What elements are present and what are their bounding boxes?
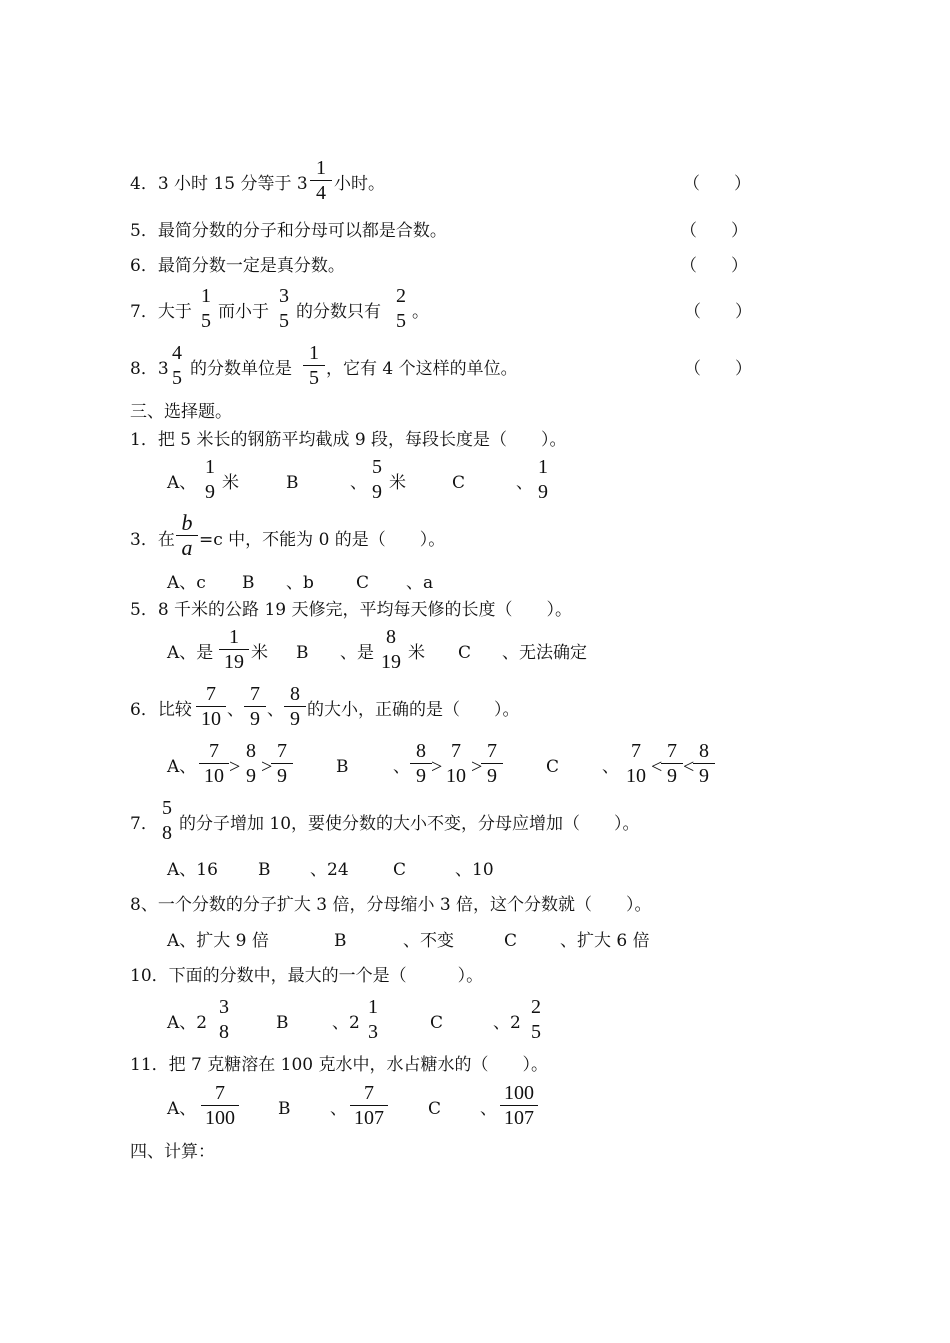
s3-q6-b-fraction-2: 7 10 (446, 740, 466, 787)
s3-q5-option-c-value: 、无法确定 (502, 643, 587, 663)
s3-q7-option-c-value: 、10 (455, 860, 494, 880)
s3-q10-fraction-c: 2 5 (531, 996, 541, 1043)
s3-q1-fraction-a: 1 9 (205, 456, 215, 503)
s3-q6-b-gt-1: > (431, 756, 443, 778)
s3-q6-a-gt-2: > (261, 756, 273, 778)
q8-suffix: ，它有 4 个这样的单位。 (326, 359, 518, 379)
s3-q10-option-b[interactable]: B (276, 1013, 289, 1033)
s3-q6-a-fraction-3: 7 9 (271, 740, 293, 787)
s3-q7-option-a[interactable]: A、16 (167, 860, 218, 880)
q8-prefix: 8．3 (130, 359, 169, 379)
q8-middle: 的分数单位是 (190, 359, 292, 379)
s3-q8-option-c-value: 、扩大 6 倍 (560, 931, 650, 951)
s3-q5-option-c[interactable]: C (458, 643, 472, 663)
s3-q3-suffix: =c 中，不能为 0 的是（ ）。 (199, 530, 446, 550)
s3-q1-unit-a: 米 (222, 473, 239, 493)
s3-q11-sep-b: 、 (330, 1099, 347, 1119)
q6-answer-paren[interactable]: （ ） (680, 256, 748, 276)
q7-fraction-3: 2 5 (396, 285, 406, 332)
s3-q5-text: 5．8 千米的公路 19 天修完，平均每天修的长度（ ）。 (130, 600, 572, 620)
s3-q10-option-c[interactable]: C (430, 1013, 444, 1033)
s3-q7-option-b[interactable]: B (258, 860, 271, 880)
s3-q6-b-fraction-1: 8 9 (410, 740, 432, 787)
s3-q10-fraction-a: 3 8 (219, 996, 229, 1043)
s3-q8-option-b-value: 、不变 (403, 931, 454, 951)
q4-suffix: 小时。 (334, 174, 385, 194)
s3-q8-option-a[interactable]: A、扩大 9 倍 (167, 931, 269, 951)
s3-q11-option-a[interactable]: A、 (167, 1099, 197, 1119)
s3-q1-text: 1．把 5 米长的钢筋平均截成 9 段，每段长度是（ ）。 (130, 430, 567, 450)
q4-fraction: 1 4 (310, 157, 332, 204)
s3-q1-option-c[interactable]: C (452, 473, 466, 493)
s3-q6-sep-1: 、 (227, 700, 244, 720)
s3-q6-c-fraction-1: 7 10 (626, 740, 646, 787)
q8-fraction-2: 1 5 (303, 342, 325, 389)
s3-q6-prefix: 6．比较 (130, 700, 192, 720)
s3-q10-fraction-b: 1 3 (368, 996, 378, 1043)
s3-q7-option-c[interactable]: C (393, 860, 407, 880)
s3-q6-b-fraction-3: 7 9 (481, 740, 503, 787)
s3-q6-suffix: 的大小，正确的是（ ）。 (307, 700, 520, 720)
s3-q6-b-gt-2: > (471, 756, 483, 778)
s3-q6-c-fraction-2: 7 9 (661, 740, 683, 787)
s3-q7-suffix: 的分子增加 10，要使分数的大小不变，分母应增加（ ）。 (179, 814, 640, 834)
s3-q1-unit-b: 米 (389, 473, 406, 493)
s3-q1-fraction-b: 5 9 (372, 456, 382, 503)
s3-q1-option-a[interactable]: A、 (167, 473, 197, 493)
q8-fraction-1: 4 5 (172, 342, 182, 389)
s3-q11-fraction-a: 7 100 (201, 1082, 239, 1129)
s3-q7-prefix: 7． (130, 814, 158, 834)
s3-q6-option-c[interactable]: C (546, 757, 560, 777)
s3-q6-c-lt-2: < (683, 756, 695, 778)
q7-answer-paren[interactable]: （ ） (684, 302, 752, 322)
q4-prefix: 4．3 小时 15 分等于 3 (130, 174, 308, 194)
s3-q5-option-a[interactable]: A、是 (167, 643, 214, 663)
s3-q3-fraction: b a (176, 512, 198, 559)
s3-q1-sep-b: 、 (350, 473, 367, 493)
q7-middle-2: 的分数只有 (296, 302, 381, 322)
s3-q8-option-b[interactable]: B (334, 931, 347, 951)
s3-q10-text: 10．下面的分数中，最大的一个是（ ）。 (130, 966, 484, 986)
s3-q6-fraction-3: 8 9 (284, 683, 306, 730)
s3-q8-text: 8、一个分数的分子扩大 3 倍，分母缩小 3 倍，这个分数就（ ）。 (130, 895, 652, 915)
s3-q6-fraction-1: 7 10 (196, 683, 226, 730)
s3-q5-fraction-b: 8 19 (381, 626, 401, 673)
s3-q6-a-gt-1: > (229, 756, 241, 778)
s3-q3-option-c-value: 、a (406, 573, 434, 593)
s3-q1-fraction-c: 1 9 (538, 456, 548, 503)
s3-q5-unit-b: 米 (408, 643, 425, 663)
s3-q1-sep-c: 、 (516, 473, 533, 493)
s3-q3-prefix: 3．在 (130, 530, 175, 550)
q7-middle-1: 而小于 (218, 302, 269, 322)
s3-q6-sep-b: 、 (393, 757, 410, 777)
s3-q10-sep-b: 、2 (332, 1013, 360, 1033)
s3-q5-option-b[interactable]: B (296, 643, 309, 663)
s3-q3-option-a[interactable]: A、c (167, 573, 206, 593)
q5-answer-paren[interactable]: （ ） (680, 221, 748, 241)
s3-q1-option-b[interactable]: B (286, 473, 299, 493)
s3-q5-sep-b: 、是 (340, 643, 374, 663)
s3-q5-unit-a: 米 (251, 643, 268, 663)
s3-q3-option-c[interactable]: C (356, 573, 370, 593)
s3-q10-option-a[interactable]: A、2 (167, 1013, 208, 1033)
s3-q11-sep-c: 、 (480, 1099, 497, 1119)
q4-answer-paren[interactable]: （ ） (683, 174, 751, 194)
q7-fraction-2: 3 5 (279, 285, 289, 332)
s3-q10-sep-c: 、2 (493, 1013, 521, 1033)
s3-q6-option-a[interactable]: A、 (167, 757, 197, 777)
q7-prefix: 7．大于 (130, 302, 192, 322)
section-3-title: 三、选择题。 (130, 402, 232, 422)
s3-q7-fraction: 5 8 (162, 797, 172, 844)
s3-q11-fraction-b: 7 107 (350, 1082, 388, 1129)
s3-q6-fraction-2: 7 9 (244, 683, 266, 730)
s3-q6-a-fraction-1: 7 10 (199, 740, 229, 787)
s3-q6-sep-2: 、 (267, 700, 284, 720)
q6-text: 6．最简分数一定是真分数。 (130, 256, 345, 276)
s3-q5-fraction-a: 1 19 (219, 626, 249, 673)
s3-q7-option-b-value: 、24 (310, 860, 349, 880)
s3-q3-option-b[interactable]: B (242, 573, 255, 593)
s3-q6-c-lt-1: < (651, 756, 663, 778)
s3-q6-a-fraction-2: 8 9 (246, 740, 256, 787)
s3-q6-c-fraction-3: 8 9 (693, 740, 715, 787)
s3-q11-text: 11．把 7 克糖溶在 100 克水中，水占糖水的（ ）。 (130, 1055, 549, 1075)
q5-text: 5．最简分数的分子和分母可以都是合数。 (130, 221, 447, 241)
q7-suffix: 。 (412, 302, 429, 322)
s3-q11-fraction-c: 100 107 (500, 1082, 538, 1129)
s3-q8-option-c[interactable]: C (504, 931, 518, 951)
q8-answer-paren[interactable]: （ ） (684, 359, 752, 379)
s3-q3-option-b-value: 、b (286, 573, 314, 593)
s3-q6-sep-c: 、 (602, 757, 619, 777)
s3-q11-option-b[interactable]: B (278, 1099, 291, 1119)
s3-q11-option-c[interactable]: C (428, 1099, 442, 1119)
q7-fraction-1: 1 5 (201, 285, 211, 332)
section-4-title: 四、计算： (130, 1142, 215, 1162)
s3-q6-option-b[interactable]: B (336, 757, 349, 777)
